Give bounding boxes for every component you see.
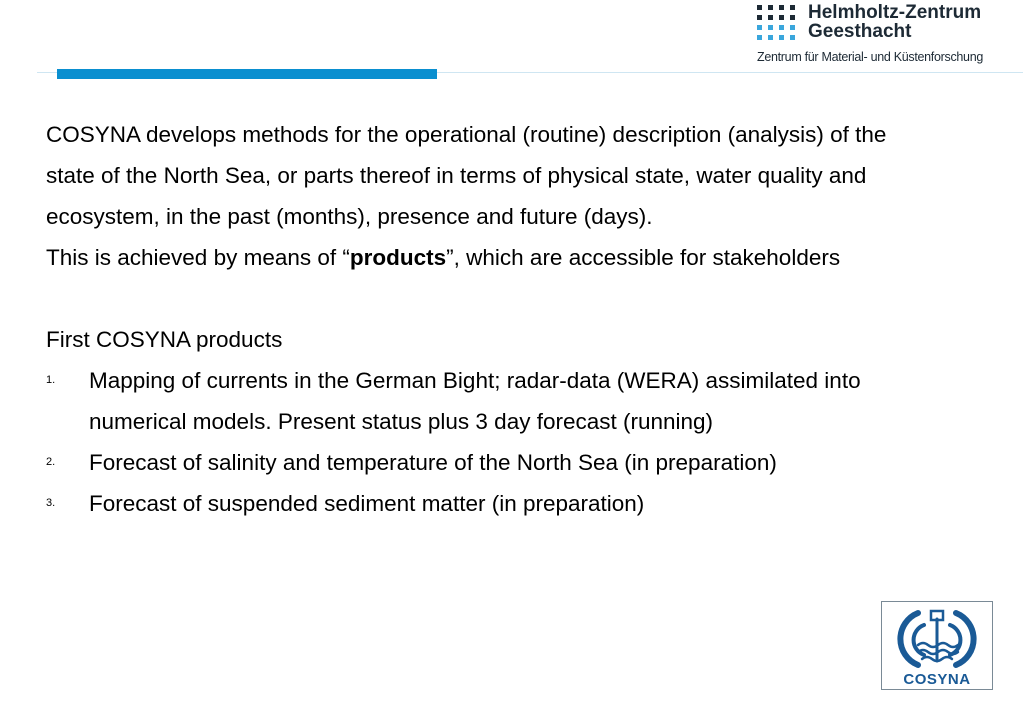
- list-item-number: 1.: [46, 374, 56, 386]
- list-item-text: Mapping of currents in the German Bight; radar-data (WERA) assimilated into numerical models. Present status plus 3 day forecast (running): [89, 368, 861, 434]
- products-suffix: ”, which are accessible for stakeholders: [446, 245, 841, 270]
- slide-body: [46, 114, 926, 524]
- logo-name-line1: Helmholtz-Zentrum: [808, 2, 982, 23]
- intro-paragraph: COSYNA develops methods for the operational (routine) description (analysis) of the state of the North Sea, or parts thereof in terms of physical state, water quality and ecosystem, in the past (months), presence and future (days).: [46, 122, 887, 229]
- list-item-number: 3.: [46, 497, 56, 509]
- list-item: [46, 483, 926, 524]
- list-item: [46, 360, 926, 442]
- list-item-text: Forecast of salinity and temperature of the North Sea (in preparation): [89, 450, 777, 475]
- cosyna-emblem-icon: [888, 605, 986, 669]
- list-item-number: 2.: [46, 456, 56, 468]
- list-heading: First COSYNA products: [46, 327, 283, 352]
- logo-subtitle: Zentrum für Material- und Küstenforschung: [757, 50, 984, 64]
- cosyna-logo: [881, 601, 993, 690]
- products-paragraph: [46, 237, 926, 278]
- accent-bar: [57, 69, 437, 79]
- cosyna-logo-caption: COSYNA: [903, 671, 971, 688]
- hzg-dots-icon: [757, 4, 797, 42]
- products-list: [46, 360, 926, 524]
- list-item: [46, 442, 926, 483]
- logo-name-line2: Geesthacht: [808, 21, 912, 42]
- products-prefix: This is achieved by means of “: [46, 245, 350, 270]
- hzg-logo: [754, 0, 1019, 70]
- products-bold: products: [349, 245, 447, 270]
- spacer: [46, 278, 926, 319]
- list-item-text: Forecast of suspended sediment matter (in preparation): [89, 491, 645, 516]
